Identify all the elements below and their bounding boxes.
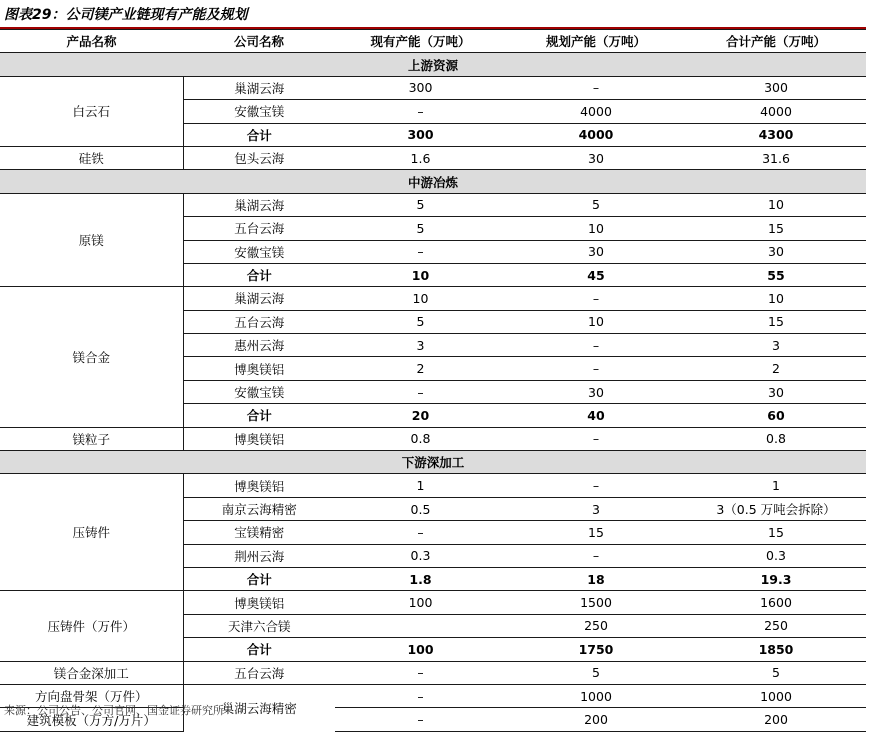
total-capacity-cell: 0.3 [686, 544, 866, 567]
current-capacity-cell: 300 [335, 76, 506, 99]
planned-capacity-cell: 5 [506, 661, 686, 684]
planned-capacity-cell: 15 [506, 521, 686, 544]
total-capacity-cell: 250 [686, 614, 866, 637]
company-cell: 荆州云海 [183, 544, 335, 567]
company-cell: 安徽宝镁 [183, 100, 335, 123]
section-row [0, 170, 866, 193]
total-capacity-cell: 10 [686, 193, 866, 216]
total-capacity-cell: 4000 [686, 100, 866, 123]
header-product: 产品名称 [0, 30, 183, 53]
total-capacity-cell: 1000 [686, 684, 866, 707]
total-capacity-cell: 200 [686, 708, 866, 731]
capacity-table [0, 29, 866, 732]
total-capacity-cell: 31.6 [686, 146, 866, 169]
current-capacity-cell: 100 [335, 591, 506, 614]
section-label: 下游深加工 [0, 451, 866, 474]
product-name-cell: 建筑模板（万方/万片） [0, 708, 183, 731]
planned-capacity-cell: 10 [506, 217, 686, 240]
planned-capacity-cell: 250 [506, 614, 686, 637]
current-capacity-cell: – [335, 521, 506, 544]
table-row [0, 287, 866, 310]
header-total-capacity: 合计产能（万吨） [686, 30, 866, 53]
planned-capacity-cell: – [506, 334, 686, 357]
product-name-cell: 压铸件（万件） [0, 591, 183, 661]
total-capacity-cell: 3（0.5 万吨会拆除） [686, 497, 866, 520]
total-capacity-cell: 2 [686, 357, 866, 380]
current-capacity-cell: – [335, 661, 506, 684]
total-capacity-cell: 10 [686, 287, 866, 310]
planned-capacity-cell: – [506, 76, 686, 99]
current-capacity-cell: 20 [335, 404, 506, 427]
planned-capacity-cell: 3 [506, 497, 686, 520]
total-capacity-cell: 15 [686, 310, 866, 333]
total-capacity-cell: 1600 [686, 591, 866, 614]
table-row [0, 76, 866, 99]
planned-capacity-cell: – [506, 427, 686, 450]
current-capacity-cell: 0.8 [335, 427, 506, 450]
current-capacity-cell: – [335, 708, 506, 731]
current-capacity-cell: 1.8 [335, 567, 506, 590]
product-name-cell: 镁合金 [0, 287, 183, 427]
table-row [0, 661, 866, 684]
planned-capacity-cell: 40 [506, 404, 686, 427]
current-capacity-cell: – [335, 100, 506, 123]
table-row [0, 146, 866, 169]
company-cell: 巢湖云海 [183, 287, 335, 310]
current-capacity-cell: – [335, 684, 506, 707]
product-name-cell: 白云石 [0, 76, 183, 146]
company-cell: 合计 [183, 567, 335, 590]
product-name-cell: 原镁 [0, 193, 183, 287]
total-capacity-cell: 60 [686, 404, 866, 427]
current-capacity-cell: 1.6 [335, 146, 506, 169]
company-cell: 合计 [183, 263, 335, 286]
planned-capacity-cell: 45 [506, 263, 686, 286]
current-capacity-cell: 5 [335, 310, 506, 333]
total-capacity-cell: 3 [686, 334, 866, 357]
total-capacity-cell: 1850 [686, 638, 866, 661]
current-capacity-cell: 10 [335, 263, 506, 286]
planned-capacity-cell: 4000 [506, 123, 686, 146]
current-capacity-cell: 0.5 [335, 497, 506, 520]
company-cell: 南京云海精密 [183, 497, 335, 520]
section-label: 中游冶炼 [0, 170, 866, 193]
section-row [0, 53, 866, 76]
company-cell: 巢湖云海精密 [183, 684, 335, 731]
current-capacity-cell: 5 [335, 217, 506, 240]
planned-capacity-cell: – [506, 357, 686, 380]
product-name-cell: 镁粒子 [0, 427, 183, 450]
company-cell: 合计 [183, 123, 335, 146]
total-capacity-cell: 300 [686, 76, 866, 99]
company-cell: 巢湖云海 [183, 76, 335, 99]
header-current-capacity: 现有产能（万吨） [335, 30, 506, 53]
total-capacity-cell: 19.3 [686, 567, 866, 590]
company-cell: 天津六合镁 [183, 614, 335, 637]
company-cell: 包头云海 [183, 146, 335, 169]
current-capacity-cell: – [335, 380, 506, 403]
total-capacity-cell: 15 [686, 217, 866, 240]
company-cell: 合计 [183, 404, 335, 427]
total-capacity-cell: 30 [686, 240, 866, 263]
product-name-cell: 方向盘骨架（万件） [0, 684, 183, 707]
product-name-cell: 硅铁 [0, 146, 183, 169]
company-cell: 安徽宝镁 [183, 240, 335, 263]
planned-capacity-cell: 5 [506, 193, 686, 216]
current-capacity-cell: – [335, 240, 506, 263]
total-capacity-cell: 55 [686, 263, 866, 286]
current-capacity-cell: 1 [335, 474, 506, 497]
planned-capacity-cell: 30 [506, 146, 686, 169]
planned-capacity-cell: 30 [506, 380, 686, 403]
table-header-row [0, 30, 866, 53]
product-name-cell: 镁合金深加工 [0, 661, 183, 684]
company-cell: 巢湖云海 [183, 193, 335, 216]
planned-capacity-cell: 30 [506, 240, 686, 263]
current-capacity-cell: 0.3 [335, 544, 506, 567]
company-cell: 宝镁精密 [183, 521, 335, 544]
product-name-cell: 压铸件 [0, 474, 183, 591]
company-cell: 五台云海 [183, 310, 335, 333]
total-capacity-cell: 30 [686, 380, 866, 403]
table-row [0, 591, 866, 614]
planned-capacity-cell: 4000 [506, 100, 686, 123]
total-capacity-cell: 4300 [686, 123, 866, 146]
planned-capacity-cell: 10 [506, 310, 686, 333]
company-cell: 五台云海 [183, 661, 335, 684]
section-row [0, 451, 866, 474]
current-capacity-cell: 10 [335, 287, 506, 310]
company-cell: 合计 [183, 638, 335, 661]
total-capacity-cell: 1 [686, 474, 866, 497]
planned-capacity-cell: – [506, 474, 686, 497]
total-capacity-cell: 0.8 [686, 427, 866, 450]
current-capacity-cell: 100 [335, 638, 506, 661]
planned-capacity-cell: 1750 [506, 638, 686, 661]
planned-capacity-cell: 1000 [506, 684, 686, 707]
company-cell: 博奥镁铝 [183, 474, 335, 497]
current-capacity-cell: 5 [335, 193, 506, 216]
current-capacity-cell: 300 [335, 123, 506, 146]
table-row [0, 193, 866, 216]
figure-title: 图表29：公司镁产业链现有产能及规划 [4, 7, 248, 23]
current-capacity-cell: 2 [335, 357, 506, 380]
company-cell: 博奥镁铝 [183, 427, 335, 450]
planned-capacity-cell: – [506, 287, 686, 310]
current-capacity-cell [335, 614, 506, 637]
total-capacity-cell: 15 [686, 521, 866, 544]
table-row [0, 474, 866, 497]
table-body [0, 53, 866, 731]
company-cell: 惠州云海 [183, 334, 335, 357]
header-company: 公司名称 [183, 30, 335, 53]
planned-capacity-cell: 18 [506, 567, 686, 590]
company-cell: 博奥镁铝 [183, 591, 335, 614]
planned-capacity-cell: – [506, 544, 686, 567]
company-cell: 五台云海 [183, 217, 335, 240]
table-row [0, 427, 866, 450]
section-label: 上游资源 [0, 53, 866, 76]
company-cell: 博奥镁铝 [183, 357, 335, 380]
total-capacity-cell: 5 [686, 661, 866, 684]
planned-capacity-cell: 200 [506, 708, 686, 731]
planned-capacity-cell: 1500 [506, 591, 686, 614]
company-cell: 安徽宝镁 [183, 380, 335, 403]
current-capacity-cell: 3 [335, 334, 506, 357]
source-note: 来源：公司公告、公司官网、国金证券研究所 [4, 704, 224, 717]
header-planned-capacity: 规划产能（万吨） [506, 30, 686, 53]
